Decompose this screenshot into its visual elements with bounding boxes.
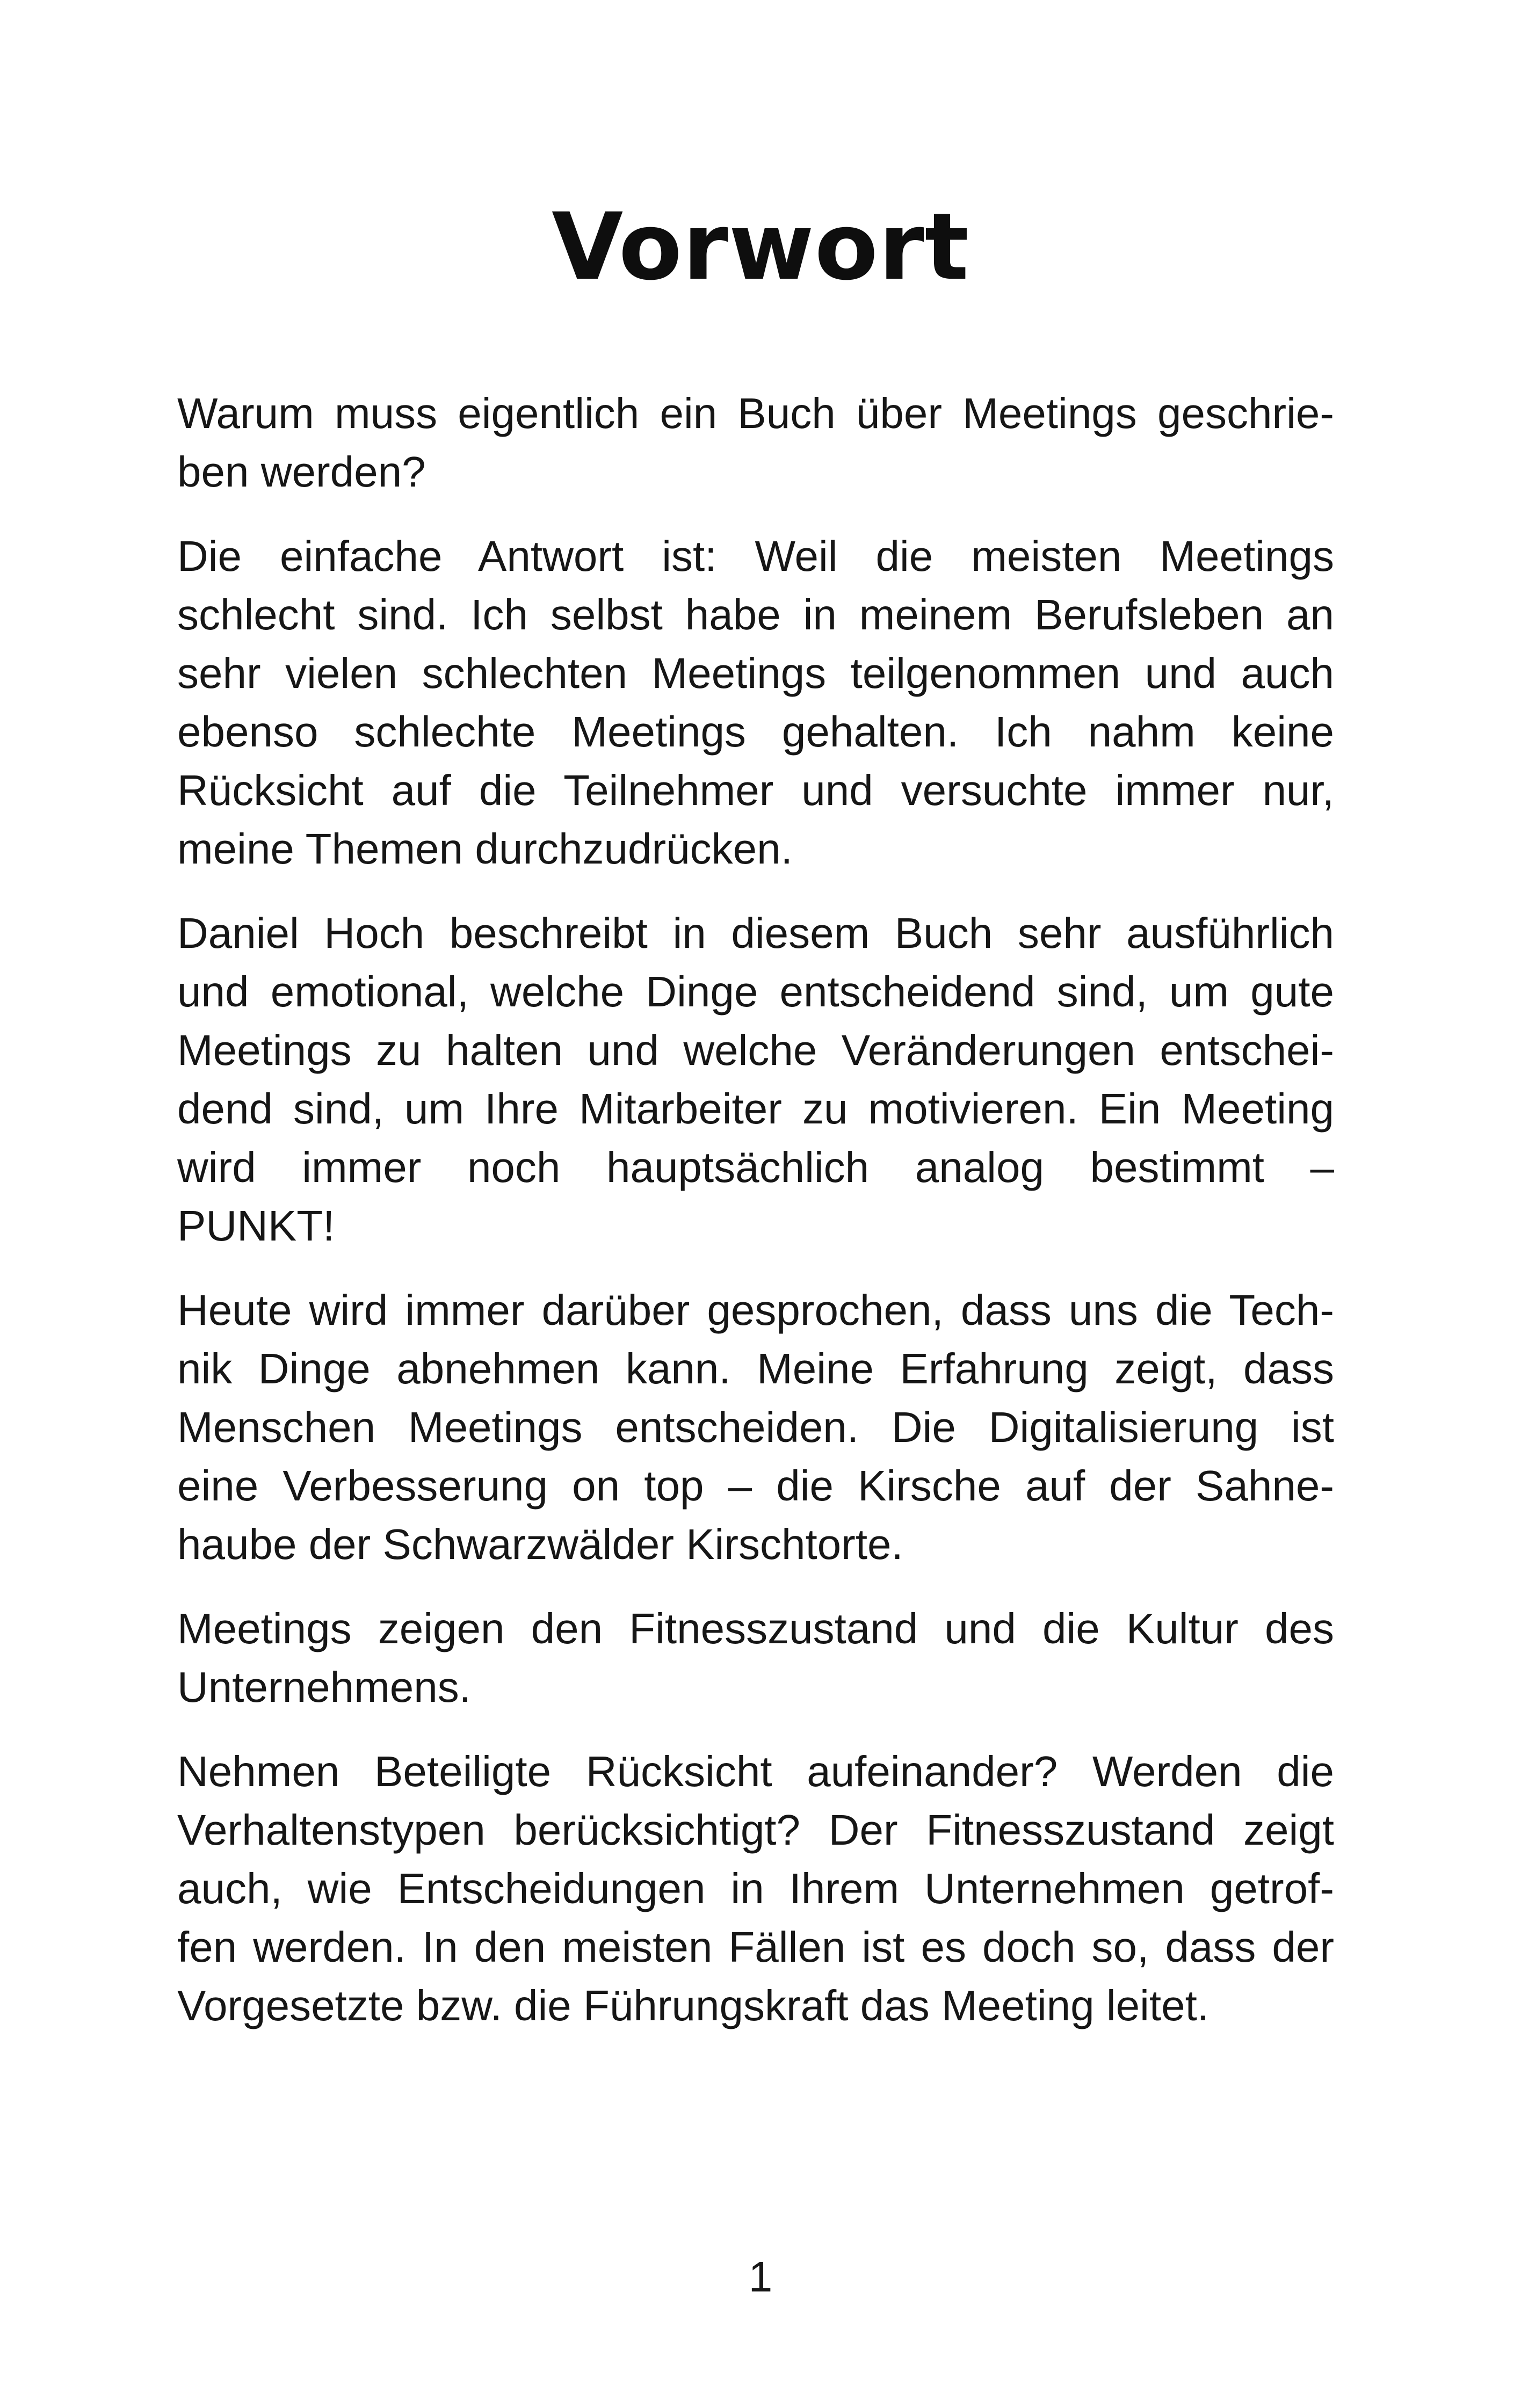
text-line: Rücksicht auf die Teilnehmer und versuchte immer nur,	[177, 766, 1334, 814]
body-text	[177, 384, 1334, 2061]
text-line: und emotional, welche Dinge entscheidend sind, um gute	[177, 968, 1334, 1016]
text-line: Verhaltenstypen berücksichtigt? Der Fitnesszustand zeigt	[177, 1806, 1334, 1854]
paragraph	[177, 904, 1334, 1255]
text-line: sehr vielen schlechten Meetings teilgenommen und auch	[177, 649, 1334, 697]
text-line: nik Dinge abnehmen kann. Meine Erfahrung zeigt, dass	[177, 1345, 1334, 1392]
text-line: Meetings zu halten und welche Veränderungen entschei-	[177, 1026, 1334, 1074]
paragraph	[177, 1742, 1334, 2035]
text-line: Daniel Hoch beschreibt in diesem Buch sehr ausführlich	[177, 909, 1334, 957]
text-line: auch, wie Entscheidungen in Ihrem Unternehmen getrof-	[177, 1865, 1334, 1912]
paragraph	[177, 1281, 1334, 1573]
paragraph	[177, 1599, 1334, 1716]
text-line: Menschen Meetings entscheiden. Die Digitalisierung ist	[177, 1403, 1334, 1451]
text-line: Warum muss eigentlich ein Buch über Meetings geschrie-	[177, 389, 1334, 437]
paragraph	[177, 384, 1334, 501]
text-line: Die einfache Antwort ist: Weil die meisten Meetings	[177, 532, 1334, 580]
text-line: PUNKT!	[177, 1202, 335, 1250]
text-line: ben werden?	[177, 448, 426, 496]
text-line: fen werden. In den meisten Fällen ist es doch so, dass der	[177, 1923, 1334, 1971]
text-line: Meetings zeigen den Fitnesszustand und die Kultur des	[177, 1605, 1334, 1652]
text-line: ebenso schlechte Meetings gehalten. Ich nahm keine	[177, 708, 1334, 756]
text-line: Nehmen Beteiligte Rücksicht aufeinander? Werden die	[177, 1747, 1334, 1795]
text-line: Heute wird immer darüber gesprochen, dass uns die Tech-	[177, 1286, 1334, 1334]
text-line: Vorgesetzte bzw. die Führungskraft das Meeting leitet.	[177, 1982, 1209, 2029]
text-line: eine Verbesserung on top – die Kirsche auf der Sahne-	[177, 1462, 1334, 1510]
text-line: schlecht sind. Ich selbst habe in meinem Berufsleben an	[177, 591, 1334, 639]
text-line: Unternehmens.	[177, 1663, 471, 1711]
page-number: 1	[748, 2253, 773, 2301]
text-line: wird immer noch hauptsächlich analog bestimmt –	[177, 1143, 1334, 1191]
text-line: dend sind, um Ihre Mitarbeiter zu motivieren. Ein Meeting	[177, 1085, 1334, 1133]
text-line: haube der Schwarzwälder Kirschtorte.	[177, 1520, 903, 1568]
paragraph	[177, 527, 1334, 878]
page-title: Vorwort	[552, 193, 969, 301]
text-line: meine Themen durchzudrücken.	[177, 825, 793, 873]
